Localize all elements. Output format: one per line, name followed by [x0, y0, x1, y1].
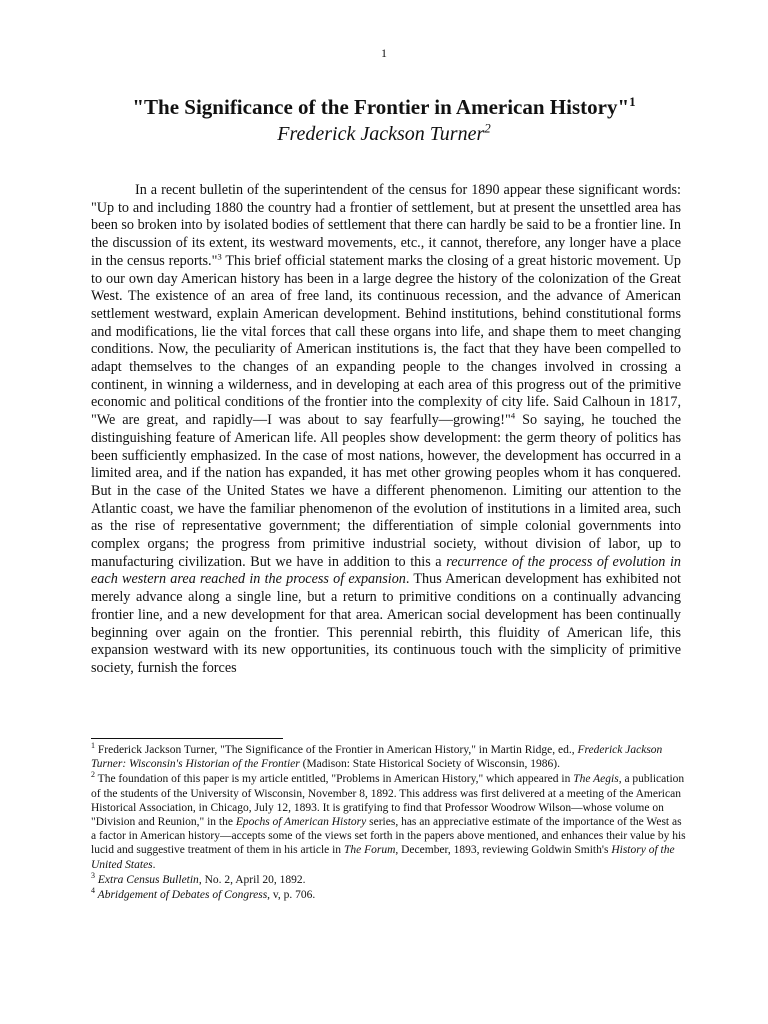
- footnotes: [91, 743, 686, 903]
- footnote-italic: Frederick Jackson Turner: Wisconsin's Historian of the Frontier: [91, 744, 663, 771]
- author-footnote-ref[interactable]: 2: [484, 120, 491, 136]
- footnote-number: 4: [91, 886, 95, 896]
- footnote-italic: History of the United States: [91, 844, 675, 871]
- footnote-separator: [91, 738, 283, 739]
- footnote-ref-3[interactable]: 3: [217, 251, 222, 262]
- footnote-ref-4[interactable]: 4: [510, 410, 516, 421]
- page-number: 1: [381, 46, 387, 60]
- article-title: [0, 94, 768, 120]
- footnote-text: series, has an appreciative estimate of the importance of the West as a factor in American history—accepts some of the views set forth in the papers above mentioned, and enhances their value by his lucid and suggestive treatment of them in his article in: [91, 816, 686, 857]
- body-italic-emphasis: recurrence of the process of evolution in each western area reached in the process of expansion: [91, 553, 681, 588]
- footnote-3: [91, 873, 686, 887]
- footnote-4: [91, 888, 686, 902]
- footnote-1: [91, 743, 686, 771]
- footnote-text: .: [152, 858, 156, 871]
- footnote-text: The foundation of this paper is my article entitled, "Problems in American History," which appeared in: [95, 773, 574, 786]
- body-segment-4: . Thus American development has exhibited not merely advance along a single line, but a return to primitive conditions on a continually advancing frontier line, and a new development for that area. American social development has been continually beginning over again on the frontier. This perennial rebirth, this fluidity of American life, this expansion westward with its new opportunities, its continuous touch with the simplicity of primitive society, furnish the forces: [91, 571, 681, 676]
- body-paragraph: [91, 182, 681, 678]
- footnote-text: , v, p. 706.: [267, 889, 316, 902]
- footnote-text: Frederick Jackson Turner, "The Significance of the Frontier in American History," in Martin Ridge, ed.,: [95, 744, 578, 756]
- footnote-text: , December, 1893, reviewing Goldwin Smith's: [395, 844, 612, 857]
- body-segment-2: This brief official statement marks the closing of a great historic movement. Up to our own day American history has been in a large degree the history of the colonization of the Great West. The existence of an area of free land, its continuous recession, and the advance of American settlement westward, explain American development. Behind institutions, behind constitutional forms and modifications, lie the vital forces that call these organs into life, and shape them to meet changing conditions. Now, the peculiarity of American institutions is, the fact that they have been compelled to adapt themselves to the changes of an expanding people to the changes involved in crossing a continent, in winning a wilderness, and in developing at each area of this progress out of the primitive economic and political conditions of the frontier into the complexity of city life. Said Calhoun in 1817, "We are great, and rapidly—I was about to say fearfully—growing!": [91, 252, 681, 429]
- author-text: Frederick Jackson Turner: [277, 123, 485, 145]
- footnote-number: 2: [91, 770, 95, 780]
- body-segment-1: In a recent bulletin of the superintendent of the census for 1890 appear these significant words: "Up to and including 1880 the country had a frontier of settlement, but at present the unsettled area has been so broken into by isolated bodies of settlement that there can hardly be said to be a frontier line. In the discussion of its extent, its westward movements, etc., it cannot, therefore, any longer have a place in the census reports.": [91, 182, 681, 269]
- title-text: "The Significance of the Frontier in American History": [132, 95, 630, 119]
- footnote-2: [91, 772, 686, 871]
- author-name: [0, 121, 768, 147]
- footnote-italic: Abridgement of Debates of Congress: [95, 889, 268, 902]
- footnote-number: 1: [91, 741, 95, 751]
- footnote-italic: Extra Census Bulletin: [95, 873, 199, 886]
- title-footnote-ref[interactable]: 1: [629, 94, 636, 109]
- footnote-number: 3: [91, 871, 95, 880]
- footnote-text: , a publication of the students of the University of Wisconsin, November 8, 1892. This address was first delivered at a meeting of the American Historical Association, in Chicago, July 12, 1893. It is gratifying to find that Professor Woodrow Wilson—whose volume on "Division and Reunion," in the: [91, 773, 685, 829]
- footnote-italic: Epochs of American History: [235, 816, 367, 829]
- footnote-text: (Madison: State Historical Society of Wisconsin, 1986).: [299, 758, 561, 771]
- footnote-text: , No. 2, April 20, 1892.: [198, 873, 306, 886]
- footnote-italic: The Forum: [343, 844, 396, 857]
- footnote-italic: The Aegis: [573, 773, 619, 786]
- body-segment-3: So saying, he touched the distinguishing feature of American life. All peoples show development: the germ theory of politics has been sufficiently emphasized. In the case of most nations, however, the development has occurred in a limited area, and if the nation has expanded, it has met other growing peoples whom it has conquered. But in the case of the United States we have a different phenomenon. Limiting our attention to the Atlantic coast, we have the familiar phenomenon of the evolution of institutions in a limited area, such as the rise of representative government; the differentiation of simple colonial governments into complex organs; the progress from primitive industrial society, without division of labor, up to manufacturing civilization. But we have in addition to this a: [91, 412, 681, 570]
